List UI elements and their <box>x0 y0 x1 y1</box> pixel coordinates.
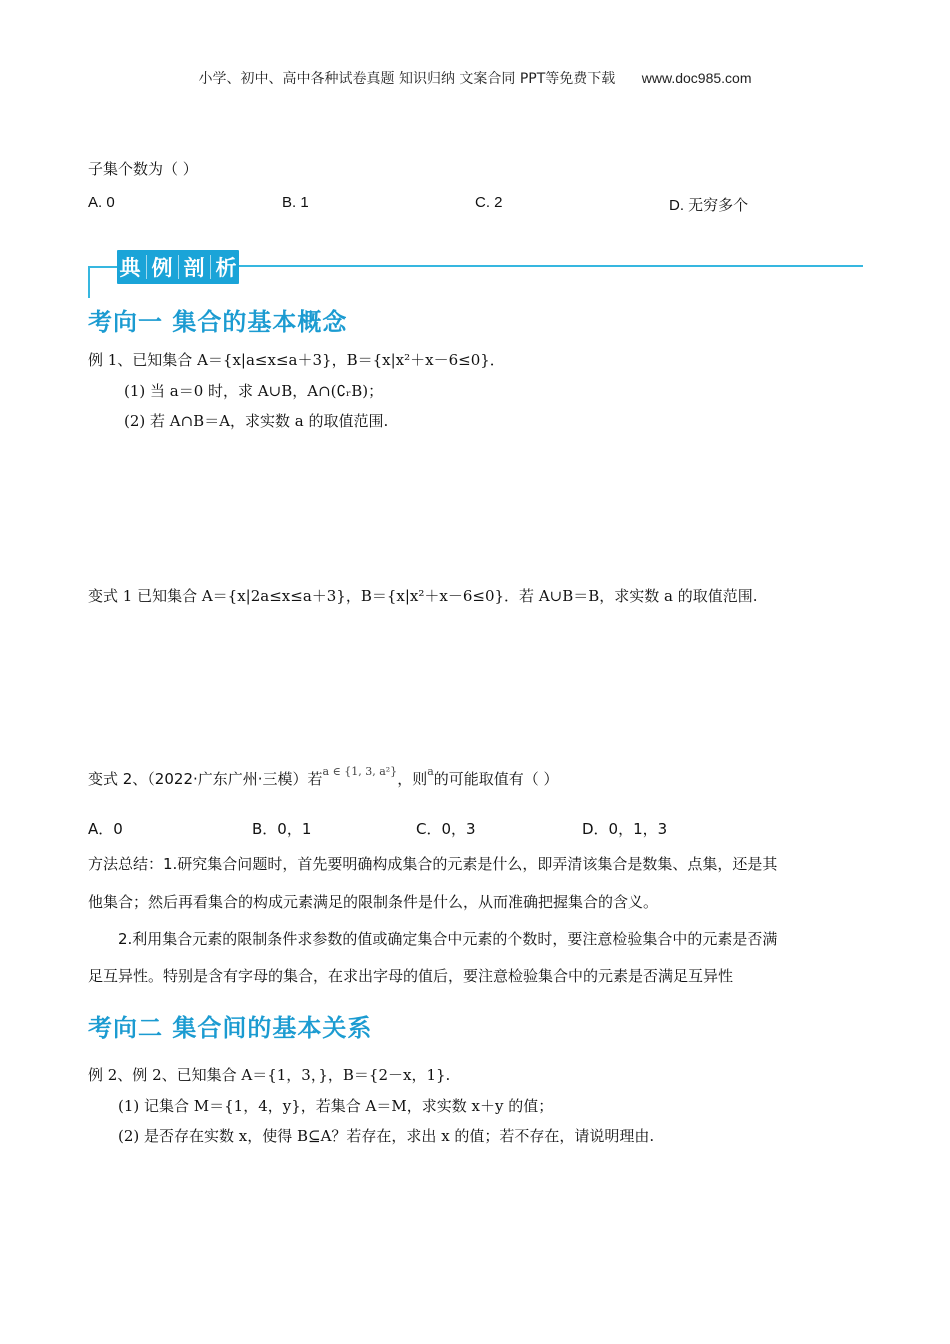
set-b-definition: B＝{x|x²＋x－6≤0} <box>346 351 490 369</box>
separator: ， <box>331 351 347 369</box>
variant-2-middle: ，则 <box>397 770 428 788</box>
example-1-part-1: (1) 当 a＝0 时，求 A∪B，A∩(∁ᵣB)； <box>124 382 384 400</box>
section-title-2: 考向二 集合间的基本关系 <box>88 1014 373 1042</box>
variant-2-suffix: 的可能取值有（ ） <box>433 770 559 788</box>
section-banner <box>117 250 239 284</box>
method-summary-line-1: 方法总结：1.研究集合问题时，首先要明确构成集合的元素是什么，即弄清该集合是数集、点集，还是其 <box>88 855 778 873</box>
section-title-1: 考向一 集合的基本概念 <box>88 308 348 336</box>
example-1-statement <box>88 349 505 370</box>
banner-char-1: 典 <box>119 256 141 280</box>
banner-divider <box>210 255 211 279</box>
example-1-prefix: 例 1、已知集合 <box>88 351 198 369</box>
banner-char-2: 例 <box>151 256 173 280</box>
header-slogan: 小学、初中、高中各种试卷真题 知识归纳 文案合同 PPT等免费下载 <box>198 71 616 87</box>
banner-line-vertical <box>88 266 90 298</box>
option-b: B. 1 <box>282 194 309 211</box>
variant-2-option-d: D．0，1，3 <box>582 820 668 838</box>
header-site-link[interactable]: www.doc985.com <box>641 70 752 86</box>
variant-2-option-b: B．0，1 <box>252 820 312 838</box>
example-2-statement: 例 2、例 2、已知集合 A＝{1，3，}，B＝{2－x，1}. <box>88 1066 451 1084</box>
banner-divider <box>146 255 147 279</box>
method-summary-line-4: 足互异性。特别是含有字母的集合，在求出字母的值后，要注意检验集合中的元素是否满足互异性 <box>88 967 734 985</box>
banner-line-right <box>239 265 863 267</box>
question-stem: 子集个数为（ ） <box>88 160 198 178</box>
banner-line-left <box>88 266 118 268</box>
example-1-part-2: (2) 若 A∩B＝A，求实数 a 的取值范围. <box>124 412 389 430</box>
option-c: C. 2 <box>475 194 503 211</box>
method-summary-line-2: 他集合；然后再看集合的构成元素满足的限制条件是什么，从而准确把握集合的含义。 <box>88 893 659 911</box>
page-header <box>0 68 950 88</box>
banner-char-3: 剖 <box>183 256 205 280</box>
banner-divider <box>178 255 179 279</box>
variant-2-statement <box>88 765 559 789</box>
variant-2-var: a <box>427 765 434 778</box>
set-a-definition: A＝{x|a≤x≤a＋3} <box>197 351 332 369</box>
variant-2-math: a ∈ {1, 3, a²} <box>322 765 398 778</box>
example-2-part-2: (2) 是否存在实数 x，使得 B⊆A？若存在，求出 x 的值；若不存在，请说明理由. <box>118 1127 655 1145</box>
end-mark: ． <box>489 351 505 369</box>
variant-2-option-a: A．0 <box>88 820 123 838</box>
variant-2-option-c: C．0，3 <box>416 820 476 838</box>
option-d: D. 无穷多个 <box>669 197 749 214</box>
method-summary-line-3: 2.利用集合元素的限制条件求参数的值或确定集合中元素的个数时，要注意检验集合中的元素是否满 <box>118 930 778 948</box>
variant-1: 变式 1 已知集合 A＝{x|2a≤x≤a＋3}，B＝{x|x²＋x－6≤0}．若 A∪B＝B，求实数 a 的取值范围. <box>88 587 758 605</box>
example-2-part-1: (1) 记集合 M＝{1，4，y}，若集合 A＝M，求实数 x＋y 的值； <box>118 1097 554 1115</box>
variant-2-prefix: 变式 2、（2022·广东广州·三模）若 <box>88 770 323 788</box>
banner-char-4: 析 <box>215 256 237 280</box>
option-a: A. 0 <box>88 194 115 211</box>
